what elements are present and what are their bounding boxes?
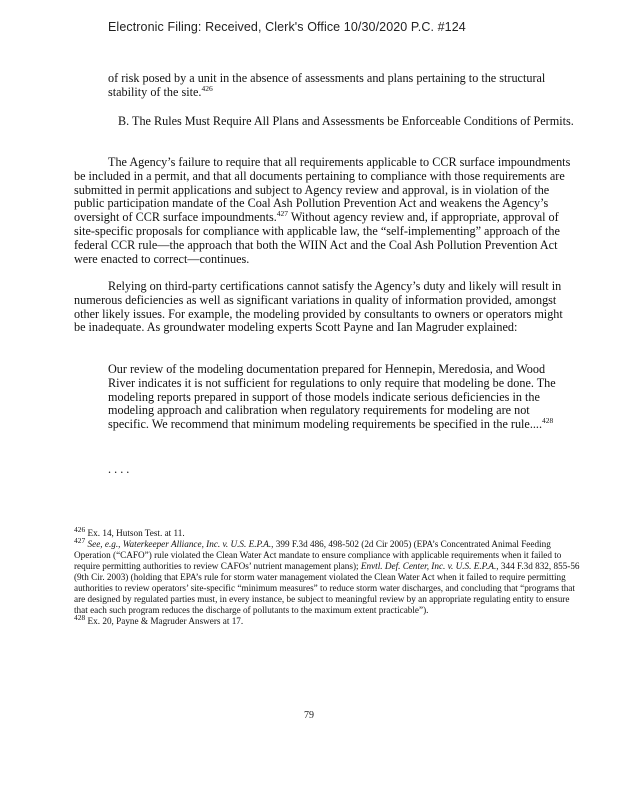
footnote-text: Ex. 14, Hutson Test. at 11. [85,528,185,538]
footnote-ref-427: 427 [276,209,289,219]
filing-stamp-header: Electronic Filing: Received, Clerk's Office 10/30/2020 P.C. #124 [108,20,466,34]
footnote-text: Ex. 20, Payne & Magruder Answers at 17. [85,616,244,626]
footnote-number: 428 [74,612,86,622]
footnote-428 [74,612,584,627]
quote-text: Our review of the modeling documentation prepared for Hennepin, Meredosia, and Wood River indicates it is not sufficient for regulations to only require that modeling be done. The modeling reports prepared in support of those models indicate serious deficiencies in the modeling approach and calibration when regulatory requirements for modeling are not specific. We recommend that minimum modeling requirements be specified in the rule.... [108,362,556,432]
section-heading-b: B. The Rules Must Require All Plans and Assessments be Enforceable Conditions of Permits. [118,114,574,128]
paragraph-text: of risk posed by a unit in the absence of assessments and plans pertaining to the structural stability of the site. [108,71,546,99]
case-citation: See, e.g., Waterkeeper Alliance, Inc. v. U.S. E.P.A. [87,539,272,549]
paragraph-text: The Agency’s failure to require that all requirements applicable to CCR surface impoundments be included in a permit, and that all documents pertaining to compliance with those requirements are submitted in permit applications and subject to Agency review and approval, is in violation of the public participation mandate of the Coal Ash Pollution Prevention Act and weakens the Agency’s oversight of CCR surface impoundments. [74,155,571,225]
footnote-number: 426 [74,524,86,534]
footnote-text: , 399 F.3d 486, 498-502 (2d Cir 2005) (EPA’s Concentrated Animal Feeding Operation (“CAFO”) rule violated the Clean Water Act mandate to ensure compliance with applicable requirements when it failed to require permitting authorities to review CAFOs’ nutrient management plans); [74,539,562,571]
paragraph-agency-failure [74,156,576,266]
block-quote-modeling [108,363,560,432]
footnote-number: 427 [74,535,86,545]
footnotes-section [74,524,584,627]
footnote-ref-428: 428 [542,416,554,426]
case-citation: Envtl. Def. Center, Inc. v. U.S. E.P.A. [360,561,497,571]
footnote-427 [74,535,584,616]
paragraph-text-continued: Without agency review and, if appropriate, approval of site-specific proposals for compliance with applicable law, the “self-implementing” approach of the federal CCR rule—the approach that both the WIIN Act and the Coal Ash Pollution Prevention Act were enacted to correct—continues. [74,210,560,266]
footnote-ref-426: 426 [201,83,213,93]
page-number: 79 [304,710,314,721]
footnote-text: , 344 F.3d 832, 855-56 (9th Cir. 2003) (holding that EPA’s rule for storm water management violated the Clean Water Act when it failed to require permitting authorities to review operators’ site-specific “minimum measures” to reduce storm water discharges, and concluding that “programs that are designed by regulated parties must, in every instance, be subject to meaningful review by an appropriate regulating entity to ensure that each such program reduces the discharge of pollutants to the maximum extent practicable”). [74,561,580,615]
paragraph-third-party-certifications: Relying on third-party certifications cannot satisfy the Agency’s duty and likely will result in numerous deficiencies as well as significant variations in quality of information provided, amongst other likely issues. For example, the modeling provided by consultants to owners or operators might be inadequate. As groundwater modeling experts Scott Payne and Ian Magruder explained: [74,279,563,335]
footnote-426 [74,524,584,539]
paragraph-structural-stability [108,72,548,100]
ellipsis: . . . . [108,462,130,476]
